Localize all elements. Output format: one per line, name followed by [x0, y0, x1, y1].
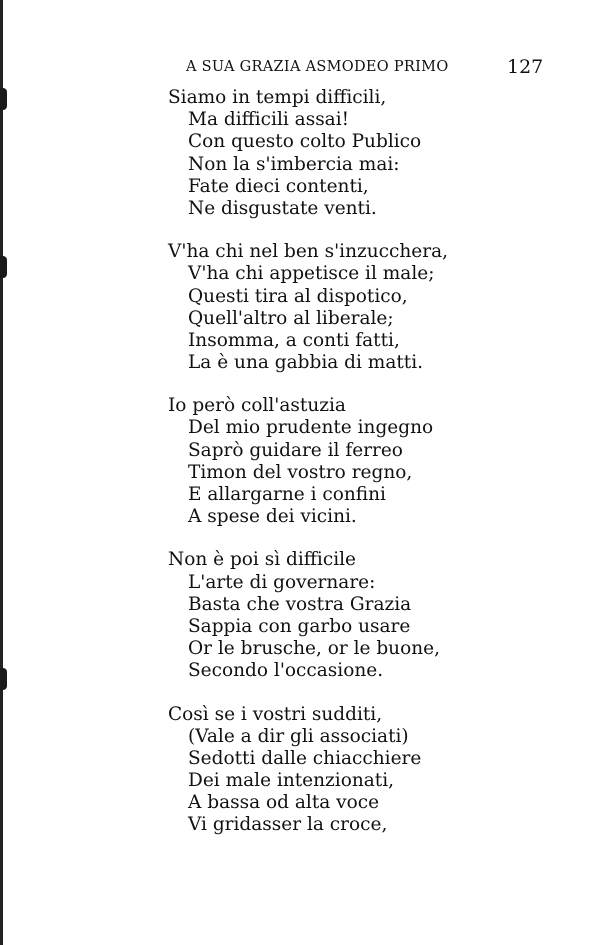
poem-line: (Vale a dir gli associati): [188, 725, 409, 747]
poem-line: Ma difficili assai!: [188, 109, 350, 131]
poem-line: V'ha chi appetisce il male;: [188, 263, 435, 285]
page-binding-edge: [0, 0, 3, 945]
poem-line: Secondo l'occasione.: [188, 660, 384, 682]
stanza-3: [168, 395, 588, 528]
poem-line: A bassa od alta voce: [188, 792, 380, 814]
poem-line: Non è poi sì difficile: [168, 549, 356, 571]
page-header: [0, 56, 616, 81]
binding-mark: [0, 88, 7, 110]
poem-line: Io però coll'astuzia: [168, 395, 346, 417]
poem-line: Insomma, a conti fatti,: [188, 329, 400, 351]
poem-line: Vi gridasser la croce,: [188, 814, 388, 836]
stanza-1: [168, 87, 588, 220]
poem-line: La è una gabbia di matti.: [188, 352, 424, 374]
stanza-2: [168, 241, 588, 374]
poem-line: Fate dieci contenti,: [188, 175, 369, 197]
poem-body: [168, 87, 588, 858]
poem-line: Non la s'imbercia mai:: [188, 153, 400, 175]
binding-mark: [0, 668, 7, 690]
poem-line: E allargarne i confini: [188, 484, 386, 505]
poem-line: Or le brusche, or le buone,: [188, 638, 440, 660]
poem-line: Quell'altro al liberale;: [188, 307, 394, 329]
poem-line: L'arte di governare:: [188, 571, 376, 593]
poem-line: Con questo colto Publico: [188, 131, 422, 153]
binding-mark: [0, 256, 7, 278]
poem-line: Saprò guidare il ferreo: [188, 439, 403, 461]
poem-line: Basta che vostra Grazia: [188, 593, 412, 615]
poem-line: V'ha chi nel ben s'inzucchera,: [168, 241, 449, 263]
poem-line: Questi tira al dispotico,: [188, 285, 408, 307]
page-number: 127: [507, 56, 544, 78]
poem-line: A spese dei vicini.: [188, 506, 357, 528]
poem-line: Dei male intenzionati,: [188, 770, 395, 792]
poem-line: Sappia con garbo usare: [188, 615, 411, 637]
stanza-5: [168, 704, 588, 837]
running-title: A SUA GRAZIA ASMODEO PRIMO: [186, 59, 449, 75]
poem-line: Così se i vostri sudditi,: [168, 703, 383, 725]
poem-line: Sedotti dalle chiacchiere: [188, 747, 422, 769]
poem-line: Siamo in tempi difficili,: [168, 87, 387, 108]
poem-line: Ne disgustate venti.: [188, 197, 377, 219]
poem-line: Del mio prudente ingegno: [188, 417, 434, 439]
stanza-4: [168, 549, 588, 682]
poem-line: Timon del vostro regno,: [188, 461, 413, 483]
